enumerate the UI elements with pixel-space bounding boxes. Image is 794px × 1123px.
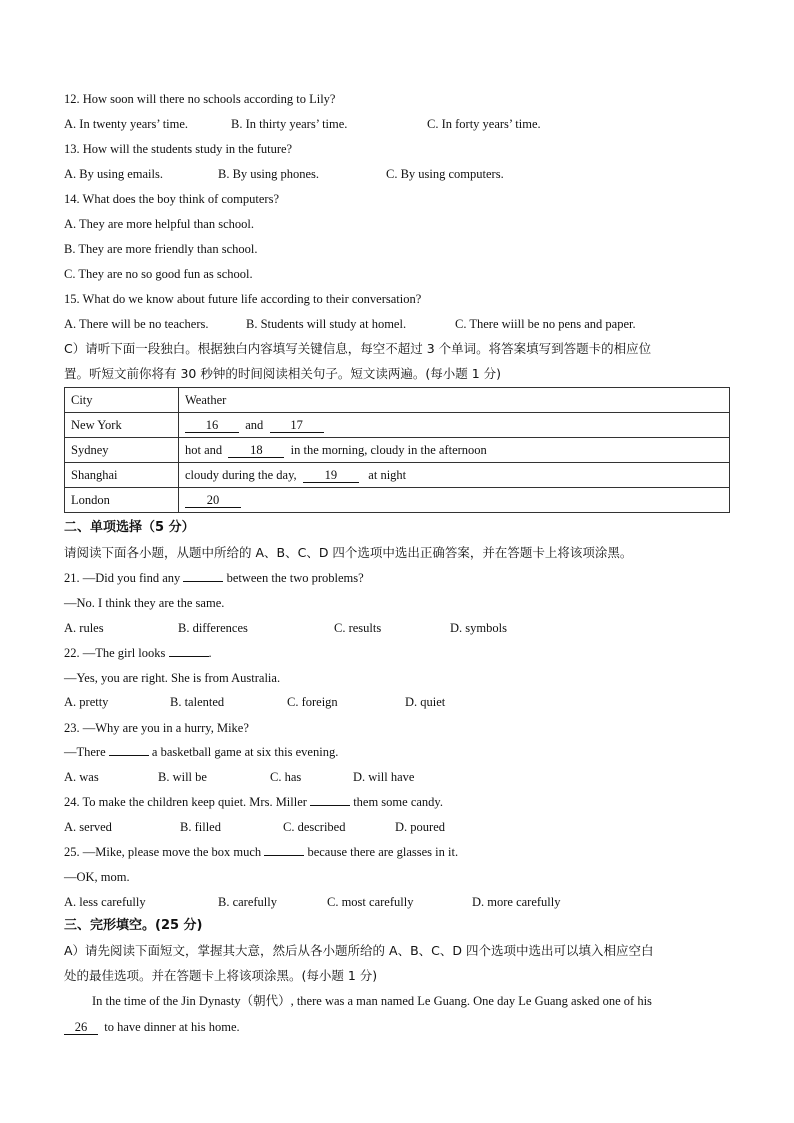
q23-option-d: D. will have [353,770,415,784]
q23-option-b: B. will be [158,770,207,784]
q15-option-c: C. There wiill be no pens and paper. [455,317,636,331]
stem-text: 24. To make the children keep quiet. Mrs. Miller [64,795,307,809]
q24-option-b: B. filled [180,820,221,834]
passage-text: to have dinner at his home. [104,1020,240,1034]
q21-option-a: A. rules [64,621,104,635]
blank-26: 26 [64,1020,98,1035]
passage-line-1: In the time of the Jin Dynasty（朝代）, there was a man named Le Guang. One day Le Guang asked one of his [92,994,652,1008]
q12-option-c: C. In forty years’ time. [427,117,541,131]
section-3-instruction-line1: A）请先阅读下面短文，掌握其大意，然后从各小题所给的 A、B、C、D 四个选项中选出可以填入相应空白 [64,943,654,958]
blank-16: 16 [185,418,239,433]
q21-option-c: C. results [334,621,382,635]
passage-line-2 [64,1019,240,1035]
question-21-stem [64,570,364,586]
q25-option-b: B. carefully [218,895,278,909]
q22-option-c: C. foreign [287,695,338,709]
question-21-reply: —No. I think they are the same. [64,596,225,610]
answer-blank [183,581,223,582]
q24-option-c: C. described [283,820,346,834]
question-23-reply [64,744,338,760]
q12-option-a: A. In twenty years’ time. [64,117,189,131]
city-cell: Shanghai [65,463,179,488]
q21-option-b: B. differences [178,621,248,635]
question-15-stem: 15. What do we know about future life according to their conversation? [64,292,422,306]
stem-text: them some candy. [353,795,443,809]
q14-option-c: C. They are no so good fun as school. [64,267,253,281]
q13-option-c: C. By using computers. [386,167,504,181]
answer-blank [310,805,350,806]
question-25-stem [64,844,458,860]
section-3-instruction-line2: 处的最佳选项。并在答题卡上将该项涂黑。(每小题 1 分) [64,968,378,983]
q15-option-a: A. There will be no teachers. [64,317,209,331]
q21-option-d: D. symbols [450,621,507,635]
question-25-reply: —OK, mom. [64,870,130,884]
q24-option-a: A. served [64,820,112,834]
stem-text: between the two problems? [226,571,364,585]
blank-20: 20 [185,493,241,508]
section-3-title: 三、完形填空。(25 分) [64,918,203,933]
section-2-instruction: 请阅读下面各小题，从题中所给的 A、B、C、D 四个选项中选出正确答案，并在答题卡上将该项涂黑。 [64,545,633,560]
question-22-reply: —Yes, you are right. She is from Australia. [64,671,281,685]
header-city: City [65,388,179,413]
table-header-row [65,388,730,413]
weather-text: cloudy during the day, [185,467,297,482]
question-12-stem: 12. How soon will there no schools according to Lily? [64,92,336,106]
q13-option-b: B. By using phones. [218,167,320,181]
answer-blank [109,755,149,756]
q23-option-a: A. was [64,770,99,784]
q12-option-b: B. In thirty years’ time. [231,117,348,131]
weather-cell [179,488,730,513]
part-c-instruction-line2: 置。听短文前你将有 30 秒钟的时间阅读相关句子。短文读两遍。(每小题 1 分) [64,366,502,381]
q25-option-d: D. more carefully [472,895,561,909]
table-row [65,488,730,513]
weather-cell [179,438,730,463]
question-22-stem [64,645,212,661]
section-2-title: 二、单项选择（5 分） [64,520,195,535]
q14-option-b: B. They are more friendly than school. [64,242,258,256]
q22-option-d: D. quiet [405,695,446,709]
table-row [65,463,730,488]
q25-option-c: C. most carefully [327,895,414,909]
weather-text: at night [368,467,407,482]
question-13-stem: 13. How will the students study in the future? [64,142,293,156]
answer-blank [264,855,304,856]
weather-text: hot and [185,442,223,457]
q22-option-b: B. talented [170,695,225,709]
q14-option-a: A. They are more helpful than school. [64,217,254,231]
weather-table [64,387,730,513]
weather-cell [179,463,730,488]
q24-option-d: D. poured [395,820,445,834]
stem-text: because there are glasses in it. [307,845,459,859]
q22-option-a: A. pretty [64,695,109,709]
stem-text: —There [64,745,106,759]
city-cell: London [65,488,179,513]
weather-text: in the morning, cloudy in the afternoon [290,442,487,457]
stem-text: 21. —Did you find any [64,571,181,585]
question-14-stem: 14. What does the boy think of computers? [64,192,280,206]
weather-text: and [245,417,264,432]
part-c-instruction-line1: C）请听下面一段独白。根据独白内容填写关键信息，每空不超过 3 个单词。将答案填写到答题卡的相应位 [64,341,652,356]
city-cell: Sydney [65,438,179,463]
q13-option-a: A. By using emails. [64,167,163,181]
blank-17: 17 [270,418,324,433]
q23-option-c: C. has [270,770,302,784]
stem-text: 22. —The girl looks [64,646,166,660]
question-24-stem [64,794,443,810]
stem-text: 25. —Mike, please move the box much [64,845,262,859]
stem-text: a basketball game at six this evening. [151,745,339,759]
q15-option-b: B. Students will study at homel. [246,317,407,331]
blank-19: 19 [303,468,359,483]
blank-18: 18 [228,443,284,458]
answer-blank [169,656,209,657]
table-row [65,413,730,438]
q25-option-a: A. less carefully [64,895,146,909]
header-weather: Weather [179,388,730,413]
weather-cell [179,413,730,438]
table-row [65,438,730,463]
city-cell: New York [65,413,179,438]
question-23-stem: 23. —Why are you in a hurry, Mike? [64,721,249,735]
stem-text: . [208,646,212,660]
